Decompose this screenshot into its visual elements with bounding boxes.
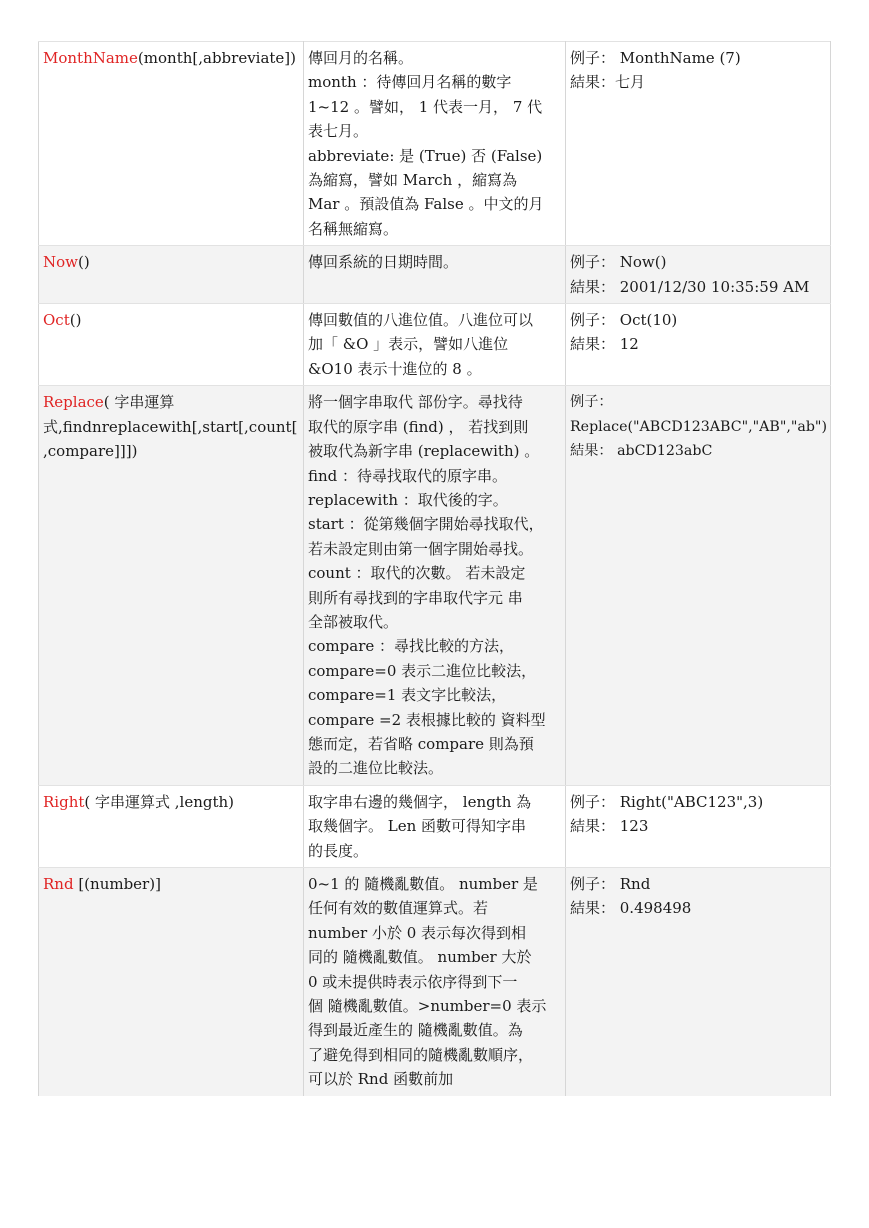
description-cell bbox=[304, 304, 566, 386]
example-cell bbox=[566, 304, 831, 386]
description-line: 傳回月的名稱。 bbox=[308, 49, 414, 67]
table-row bbox=[39, 386, 831, 786]
description-line: 個 隨機亂數值。>number=0 表示 bbox=[308, 997, 547, 1016]
result-line: 結果： 12 bbox=[570, 335, 639, 354]
description-line: 取幾個字。 Len 函數可得知字串 bbox=[308, 817, 527, 836]
description-cell bbox=[304, 246, 566, 304]
description-line: 名稱無縮寫。 bbox=[308, 219, 399, 238]
function-params: (month[,abbreviate]) bbox=[137, 49, 297, 67]
table-row bbox=[39, 42, 831, 246]
description-line: &O10 表示十進位的 8 。 bbox=[308, 359, 482, 378]
function-reference-table bbox=[38, 41, 831, 1096]
function-params: ( 字串運算式 ,length) bbox=[84, 792, 235, 811]
example-cell bbox=[566, 386, 831, 786]
description-line: 傳回系統的日期時間。 bbox=[308, 253, 459, 272]
example-cell bbox=[566, 785, 831, 867]
result-line: 結果： 0.498498 bbox=[570, 899, 692, 918]
description-cell bbox=[304, 868, 566, 1096]
example-cell bbox=[566, 42, 831, 246]
description-cell bbox=[304, 42, 566, 246]
description-line: replacewith ：取代後的字。 bbox=[308, 490, 508, 509]
description-line: 表七月。 bbox=[308, 122, 369, 141]
function-params: () bbox=[69, 311, 82, 330]
description-line: 同的 隨機亂數值。 number 大於 bbox=[308, 948, 532, 967]
description-line: 得到最近產生的 隨機亂數值。為 bbox=[308, 1021, 523, 1040]
description-line: compare =2 表根據比較的 資料型 bbox=[308, 710, 546, 729]
example-code-line: Replace("ABCD123ABC","AB","ab") bbox=[570, 418, 827, 435]
table-row bbox=[39, 785, 831, 867]
description-line: 則所有尋找到的字串取代字元 串 bbox=[308, 588, 523, 607]
table-row bbox=[39, 868, 831, 1096]
description-line: 的長度。 bbox=[308, 841, 369, 860]
example-line: 例子： Right("ABC123",3) bbox=[570, 792, 764, 811]
result-line: 結果： 2001/12/30 10:35:59 AM bbox=[570, 277, 810, 296]
description-line: 若未設定則由第一個字開始尋找。 bbox=[308, 539, 534, 558]
function-name: Rnd bbox=[43, 875, 74, 893]
function-name: Now bbox=[43, 253, 78, 272]
function-params: [(number)] bbox=[73, 875, 161, 893]
description-line: compare ：尋找比較的方法， bbox=[308, 637, 515, 656]
description-line: 了避免得到相同的隨機亂數順序， bbox=[308, 1045, 534, 1064]
example-cell bbox=[566, 246, 831, 304]
syntax-cell bbox=[39, 304, 304, 386]
table-row bbox=[39, 304, 831, 386]
description-line: 加「 &O 」表示，譬如八進位 bbox=[308, 335, 509, 354]
description-line: 設的二進位比較法。 bbox=[308, 759, 444, 778]
description-line: count ：取代的次數。 若未設定 bbox=[308, 564, 526, 583]
description-line: 0~1 的 隨機亂數值。 number 是 bbox=[308, 875, 538, 893]
table-body bbox=[39, 42, 831, 1096]
description-line: 0 或未提供時表示依序得到下一 bbox=[308, 972, 518, 991]
example-line: 例子： MonthName (7) bbox=[570, 49, 741, 67]
example-cell bbox=[566, 868, 831, 1096]
description-line: 被取代為新字串 (replacewith) 。 bbox=[308, 442, 540, 461]
description-line: 態而定，若省略 compare 則為預 bbox=[308, 734, 534, 753]
result-line: 結果： 123 bbox=[570, 817, 649, 836]
description-line: 可以於 Rnd 函數前加 bbox=[308, 1070, 454, 1089]
description-line: 任何有效的數值運算式。若 bbox=[308, 899, 489, 918]
function-params: ( 字串運算式,findnreplacewith[,start[,count[,compare]]]) bbox=[43, 393, 298, 461]
table-row bbox=[39, 246, 831, 304]
example-line: 例子： Oct(10) bbox=[570, 311, 678, 330]
syntax-cell bbox=[39, 246, 304, 304]
description-line: 取代的原字串 (find) ， 若找到則 bbox=[308, 417, 529, 436]
description-line: start ：從第幾個字開始尋找取代， bbox=[308, 515, 544, 534]
syntax-cell bbox=[39, 868, 304, 1096]
example-line: 例子： Now() bbox=[570, 253, 667, 272]
description-line: 傳回數值的八進位值。八進位可以 bbox=[308, 311, 534, 330]
function-name: Right bbox=[43, 792, 85, 811]
description-line: Mar 。預設值為 False 。中文的月 bbox=[308, 195, 544, 214]
description-line: 1~12 。譬如， 1 代表一月， 7 代 bbox=[308, 97, 543, 116]
description-line: month ：待傳回月名稱的數字 bbox=[308, 73, 512, 92]
result-line: 結果： abCD123abC bbox=[570, 443, 713, 460]
result-line: 結果：七月 bbox=[570, 73, 646, 92]
description-line: 取字串右邊的幾個字， length 為 bbox=[308, 792, 532, 811]
syntax-cell bbox=[39, 42, 304, 246]
description-line: 將一個字串取代 部份字。尋找待 bbox=[308, 393, 523, 412]
syntax-cell bbox=[39, 386, 304, 786]
description-line: find ：待尋找取代的原字串。 bbox=[308, 466, 508, 485]
description-line: 全部被取代。 bbox=[308, 612, 399, 631]
function-name: Oct bbox=[43, 311, 70, 330]
description-line: compare=0 表示二進位比較法， bbox=[308, 661, 537, 680]
description-line: abbreviate: 是 (True) 否 (False) bbox=[308, 146, 543, 165]
description-cell bbox=[304, 785, 566, 867]
description-line: compare=1 表文字比較法， bbox=[308, 686, 507, 705]
syntax-cell bbox=[39, 785, 304, 867]
function-name: Replace bbox=[43, 393, 104, 412]
function-name: MonthName bbox=[43, 49, 138, 67]
function-params: () bbox=[78, 253, 90, 272]
description-line: number 小於 0 表示每次得到相 bbox=[308, 923, 527, 942]
description-line: 為縮寫，譬如 March ，縮寫為 bbox=[308, 171, 518, 190]
description-cell bbox=[304, 386, 566, 786]
example-line: 例子： bbox=[570, 394, 613, 411]
example-line: 例子： Rnd bbox=[570, 875, 651, 893]
